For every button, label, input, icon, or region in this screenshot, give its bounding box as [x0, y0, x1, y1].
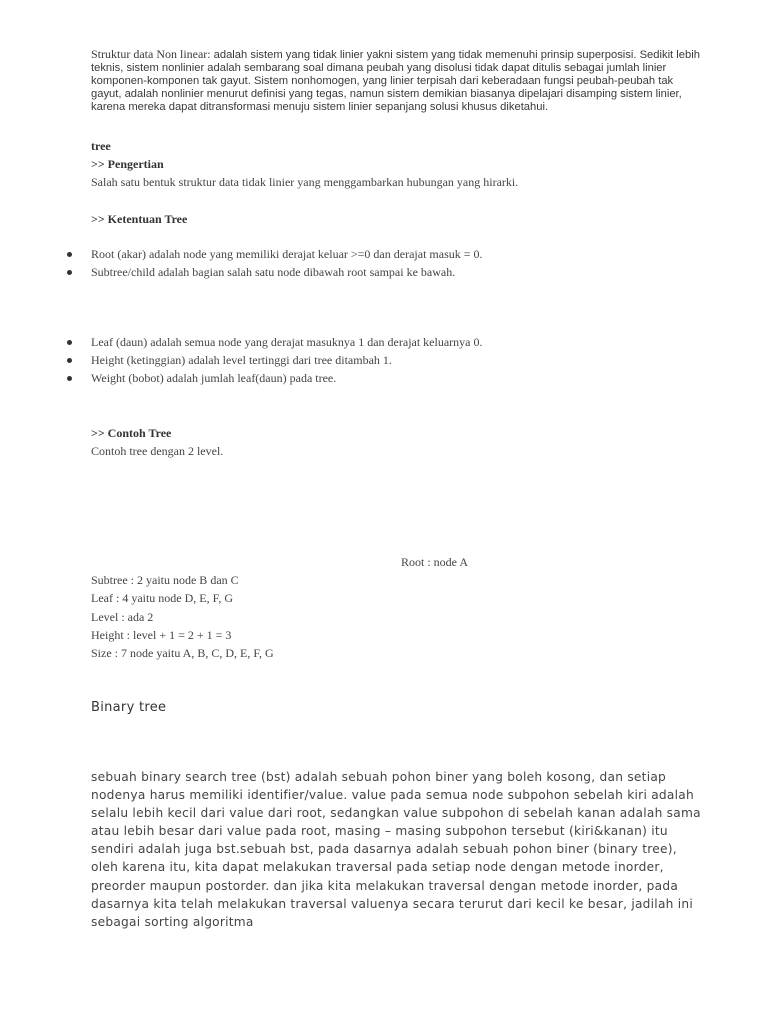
bullet-icon — [67, 252, 72, 257]
bullet-icon — [67, 340, 72, 345]
tree-stats — [91, 571, 274, 662]
pengertian-heading: >> Pengertian — [91, 157, 164, 171]
binary-tree-title: Binary tree — [91, 700, 167, 715]
tree-heading: tree — [91, 139, 111, 153]
bullet-icon — [67, 376, 72, 381]
stat-level: Level : ada 2 — [91, 609, 154, 624]
binary-tree-body: sebuah binary search tree (bst) adalah sebuah pohon biner yang boleh kosong, dan setiap nodenya harus memiliki identifier/value. value pada semua node subpohon sebelah kiri adalah selalu lebih kecil dari value dari root, sedangkan value subpohon di sebelah kanan adalah sama atau lebih besar dari value pada root, masing – masing subpohon tersebut (kiri&kanan) itu sendiri adalah juga bst.sebuah bst, pada dasarnya adalah sebuah pohon biner (binary tree), oleh karena itu, kita dapat melakukan traversal pada setiap node dengan metode inorder, preorder maupun postorder. dan jika kita melakukan traversal dengan metode inorder, pada dasarnya kita telah melakukan traversal valuenya secara terurut dari kecil ke besar, jadilah ini sebagai sorting algoritma — [91, 770, 701, 929]
stat-size: Size : 7 node yaitu A, B, C, D, E, F, G — [91, 646, 274, 661]
pengertian-text: Salah satu bentuk struktur data tidak linier yang menggambarkan hubungan yang hirarki. — [91, 175, 519, 189]
list-item — [0, 333, 483, 351]
root-label: Root : node A — [401, 555, 469, 569]
intro-lead: Struktur data Non linear: — [91, 47, 214, 61]
ketentuan-list-b — [0, 333, 483, 387]
stat-leaf: Leaf : 4 yaitu node D, E, F, G — [91, 591, 234, 606]
intro-text: adalah sistem yang tidak linier yakni sistem yang tidak memenuhi prinsip superposisi. Sedikit lebih teknis, sistem nonlinier adalah sembarang soal dimana peubah yang disolusi tidak dapat ditulis sebagai jumlah linier komponen-komponen tak gayut. Sistem nonhomogen, yang linier terpisah dari keberadaan fungsi peubah-peubah tak gayut, adalah nonlinier menurut definisi yang tegas, namun sistem demikian biasanya dipelajari disamping sistem linier, karena mereka dapat ditransformasi menuju sistem linier sepanjang solusi khusus diketahui. — [91, 49, 700, 113]
contoh-heading: >> Contoh Tree — [91, 426, 172, 440]
intro-paragraph — [91, 48, 701, 114]
list-item — [0, 369, 483, 387]
list-item-text: Root (akar) adalah node yang memiliki derajat keluar >=0 dan derajat masuk = 0. — [91, 247, 483, 261]
ketentuan-heading: >> Ketentuan Tree — [91, 212, 188, 226]
list-item-text: Leaf (daun) adalah semua node yang derajat masuknya 1 dan derajat keluarnya 0. — [91, 335, 483, 349]
list-item-text: Weight (bobot) adalah jumlah leaf(daun) pada tree. — [91, 371, 337, 385]
list-item — [0, 263, 483, 281]
stat-subtree: Subtree : 2 yaitu node B dan C — [91, 573, 239, 587]
list-item — [0, 351, 483, 369]
ketentuan-list-a — [0, 245, 483, 281]
list-item — [0, 245, 483, 263]
list-item-text: Height (ketinggian) adalah level tertinggi dari tree ditambah 1. — [91, 353, 392, 367]
bullet-icon — [67, 270, 72, 275]
contoh-text: Contoh tree dengan 2 level. — [91, 444, 224, 458]
bullet-icon — [67, 358, 72, 363]
stat-height: Height : level + 1 = 2 + 1 = 3 — [91, 627, 232, 642]
list-item-text: Subtree/child adalah bagian salah satu node dibawah root sampai ke bawah. — [91, 265, 456, 279]
